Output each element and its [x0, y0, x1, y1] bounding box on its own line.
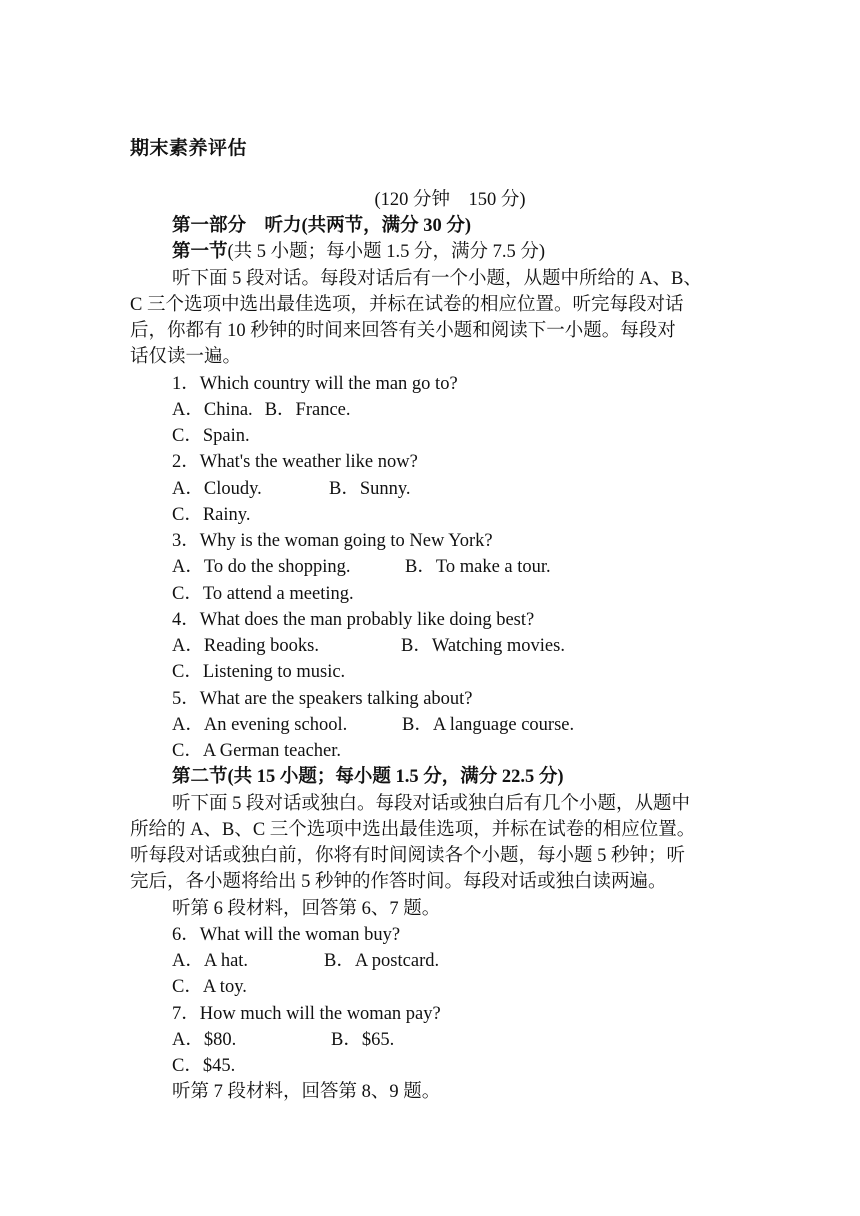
option-b: B．$65.	[331, 1030, 395, 1050]
option-a: A．$80.	[172, 1030, 237, 1050]
document-title: 期末素养评估	[130, 137, 248, 159]
question-4-options-ab	[172, 633, 772, 659]
question-6-option-c: C．A toy.	[172, 977, 247, 997]
question-3-stem: 3．Why is the woman going to New York?	[172, 531, 493, 551]
question-5-option-c: C．A German teacher.	[172, 741, 342, 761]
option-b: B．France.	[264, 400, 351, 420]
question-4-stem: 4．What does the man probably like doing best?	[172, 610, 535, 630]
section1-heading	[172, 239, 772, 265]
section2-instruction-line: 听每段对话或独白前，你将有时间阅读各个小题，每小题 5 秒钟；听	[130, 846, 686, 866]
option-b: B．A language course.	[402, 715, 575, 735]
question-1-option-c: C．Spain.	[172, 426, 250, 446]
question-7-stem: 7．How much will the woman pay?	[172, 1004, 441, 1024]
option-a: A．A hat.	[172, 951, 249, 971]
section2-instruction-line: 听下面 5 段对话或独白。每段对话或独白后有几个小题，从题中	[172, 794, 691, 814]
question-7-option-c: C．$45.	[172, 1056, 236, 1076]
option-a: A．Reading books.	[172, 636, 319, 656]
section2-instruction-line: 所给的 A、B、C 三个选项中选出最佳选项，并标在试卷的相应位置。	[130, 820, 696, 840]
option-a: A．Cloudy.	[172, 479, 262, 499]
option-a: A．To do the shopping.	[172, 557, 351, 577]
question-6-stem: 6．What will the woman buy?	[172, 925, 401, 945]
question-3-option-c: C．To attend a meeting.	[172, 584, 354, 604]
question-2-stem: 2．What's the weather like now?	[172, 452, 418, 472]
question-2-option-c: C．Rainy.	[172, 505, 251, 525]
question-2-options-ab	[172, 476, 772, 502]
option-a: A．An evening school.	[172, 715, 348, 735]
option-b: B．Watching movies.	[401, 636, 565, 656]
section1-heading-detail: (共 5 小题；每小题 1.5 分，满分 7.5 分)	[227, 242, 546, 262]
question-4-option-c: C．Listening to music.	[172, 662, 346, 682]
question-1-stem: 1．Which country will the man go to?	[172, 374, 458, 394]
section1-instruction-line: 听下面 5 段对话。每段对话后有一个小题，从题中所给的 A、B、	[172, 269, 702, 289]
question-5-stem: 5．What are the speakers talking about?	[172, 689, 473, 709]
section2-heading: 第二节(共 15 小题；每小题 1.5 分，满分 22.5 分)	[172, 767, 564, 787]
question-1-options-ab	[172, 397, 772, 423]
material-6-heading: 听第 6 段材料，回答第 6、7 题。	[172, 899, 441, 919]
question-5-options-ab	[172, 712, 772, 738]
material-7-heading: 听第 7 段材料，回答第 8、9 题。	[172, 1082, 441, 1102]
question-3-options-ab	[172, 554, 772, 580]
part1-heading: 第一部分 听力(共两节，满分 30 分)	[172, 216, 472, 236]
section1-instruction-line: 后，你都有 10 秒钟的时间来回答有关小题和阅读下一小题。每段对	[130, 321, 676, 341]
question-6-options-ab	[172, 948, 772, 974]
option-b: B．To make a tour.	[405, 557, 551, 577]
time-score: (120 分钟 150 分)	[374, 190, 526, 210]
section1-instruction-line: C 三个选项中选出最佳选项，并标在试卷的相应位置。听完每段对话	[130, 295, 684, 315]
section1-instruction-line: 话仅读一遍。	[130, 347, 242, 367]
section2-instruction-line: 完后，各小题将给出 5 秒钟的作答时间。每段对话或独白读两遍。	[130, 872, 667, 892]
option-b: B．Sunny.	[329, 479, 411, 499]
option-a: A．China.	[172, 400, 253, 420]
question-7-options-ab	[172, 1027, 772, 1053]
option-b: B．A postcard.	[324, 951, 440, 971]
section1-heading-label: 第一节	[172, 242, 228, 262]
